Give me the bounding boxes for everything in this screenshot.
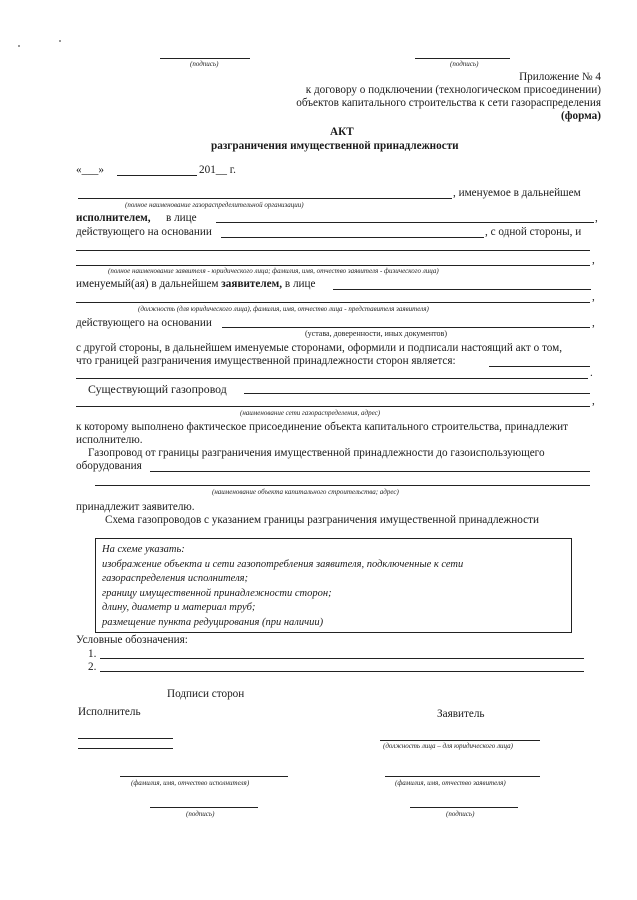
gas-text-2: оборудования: [76, 460, 142, 472]
pipeline-text: Существующий газопровод: [88, 382, 227, 396]
applicant-position-caption: (должность лица – для юридического лица): [383, 742, 513, 750]
legend-item-2: 2.: [88, 661, 97, 673]
applicant-signature-caption: (подпись): [446, 810, 475, 818]
gas-equipment-line: [150, 471, 590, 472]
act-subtitle: разграничения имущественной принадлежности: [211, 140, 459, 152]
executor-position-line-2: [78, 748, 173, 749]
acting-basis-comma-2: ,: [592, 317, 595, 329]
executor-label: Исполнитель: [78, 706, 141, 718]
appendix-line-2: объектов капитального строительства к сети газораспределения: [296, 97, 601, 109]
executor-name-caption: (фамилия, имя, отчество исполнителя): [131, 779, 250, 787]
boundary-dot: .: [590, 367, 593, 379]
scheme-line-1: На схеме указать:: [102, 544, 185, 555]
scan-speck: [18, 45, 20, 47]
scheme-line-4: границу имущественной принадлежности сторон;: [102, 587, 332, 599]
legend-line-1: [100, 658, 584, 659]
acting-basis-line: [221, 237, 484, 238]
date-day: «___»: [76, 164, 104, 176]
appendix-line-1: к договору о подключении (технологическом присоединении): [305, 84, 601, 96]
boundary-text: что границей разграничения имущественной принадлежности сторон является:: [76, 355, 456, 367]
named-below-text: , именуемое в дальнейшем: [453, 187, 581, 199]
top-signature-caption-right: (подпись): [450, 60, 479, 68]
connected-text-1: к которому выполнено фактическое присоединение объекта капитального строительства, принадлежит: [76, 421, 569, 433]
executor-signature-line: [150, 807, 258, 808]
legend-line-2: [100, 671, 584, 672]
boundary-line: [489, 366, 590, 367]
scheme-line-3: газораспределения исполнителя;: [102, 573, 249, 584]
act-title: АКТ: [330, 126, 354, 138]
form-label: (форма): [561, 110, 601, 122]
gas-equipment-line-2: [95, 485, 590, 486]
other-side-text: с другой стороны, в дальнейшем именуемые сторонами, оформили и подписали настоящий акт о том,: [76, 342, 563, 354]
acting-basis-text: действующего на основании: [76, 226, 212, 238]
pipeline-line-2: [76, 406, 590, 407]
top-signature-caption-left: (подпись): [190, 60, 219, 68]
boundary-line-2: [76, 378, 588, 379]
applicant-signature-line: [410, 807, 518, 808]
applicant-word: заявителем,: [221, 278, 283, 290]
executor-position-line-1: [78, 738, 173, 739]
in-person-2: в лице: [284, 278, 316, 290]
applicant-name-line: [76, 265, 590, 266]
top-signature-line-right: [415, 58, 510, 59]
date-year: 201__ г.: [199, 164, 236, 176]
signatures-title: Подписи сторон: [167, 688, 245, 700]
scan-speck: [59, 40, 61, 42]
executor-word: исполнителем,: [76, 212, 151, 224]
legend-item-1: 1.: [88, 648, 97, 660]
gas-text-1: Газопровод от границы разграничения имущественной принадлежности до газоиспользующего: [88, 447, 545, 459]
pipeline-comma: ,: [592, 395, 595, 407]
executor-person-line: [216, 222, 594, 223]
scheme-text: Схема газопроводов с указанием границы разграничения имущественной принадлежности: [105, 514, 539, 526]
applicant-name-caption-sign: (фамилия, имя, отчество заявителя): [395, 779, 506, 787]
org-name-line: [78, 198, 452, 199]
connected-text-2: исполнителю.: [76, 434, 143, 446]
scheme-instruction-box: [95, 538, 572, 633]
belongs-text: принадлежит заявителю.: [76, 501, 195, 513]
executor-comma: ,: [595, 212, 598, 224]
scheme-line-5: длину, диаметр и материал труб;: [102, 602, 256, 613]
applicant-person-line-2: [76, 302, 590, 303]
blank-line: [76, 250, 590, 251]
acting-basis-line-2: [222, 327, 590, 328]
pipeline-line: [244, 393, 590, 394]
applicant-position-line: [380, 740, 540, 741]
scheme-line-2: изображение объекта и сети газопотребления заявителя, подключенные к сети: [102, 558, 464, 570]
network-caption: (наименование сети газораспределения, адрес): [240, 409, 381, 417]
applicant-label: Заявитель: [437, 708, 485, 720]
applicant-name-line-sign: [385, 776, 540, 777]
applicant-name-caption: (полное наименование заявителя - юридического лица; фамилия, имя, отчество заявителя - физического лица): [108, 267, 439, 275]
named-applicant-text: [76, 278, 315, 291]
legend-title: Условные обозначения:: [76, 634, 188, 646]
acting-basis-text-2: действующего на основании: [76, 317, 212, 329]
org-name-caption: (полное наименование газораспределительной организации): [125, 201, 304, 209]
object-caption: (наименование объекта капитального строительства; адрес): [212, 488, 399, 496]
applicant-person-line: [333, 289, 591, 290]
top-signature-line-left: [160, 58, 250, 59]
applicant-person-comma: ,: [592, 291, 595, 303]
in-person-text: в лице: [166, 212, 197, 224]
date-month-line: [117, 175, 197, 176]
named-applicant-pre: именуемый(ая) в дальнейшем: [76, 278, 219, 290]
position-caption: (должность (для юридического лица), фамилия, имя, отчество лица - представителя заявителя): [138, 305, 429, 313]
charter-caption: (устава, доверенности, иных документов): [305, 329, 447, 338]
executor-name-line: [120, 776, 288, 777]
applicant-name-comma: ,: [592, 254, 595, 266]
executor-signature-caption: (подпись): [186, 810, 215, 818]
scheme-line-6: размещение пункта редуцирования (при наличии): [102, 616, 324, 628]
one-side-text: , с одной стороны, и: [485, 226, 582, 238]
appendix-label: Приложение № 4: [519, 71, 601, 83]
